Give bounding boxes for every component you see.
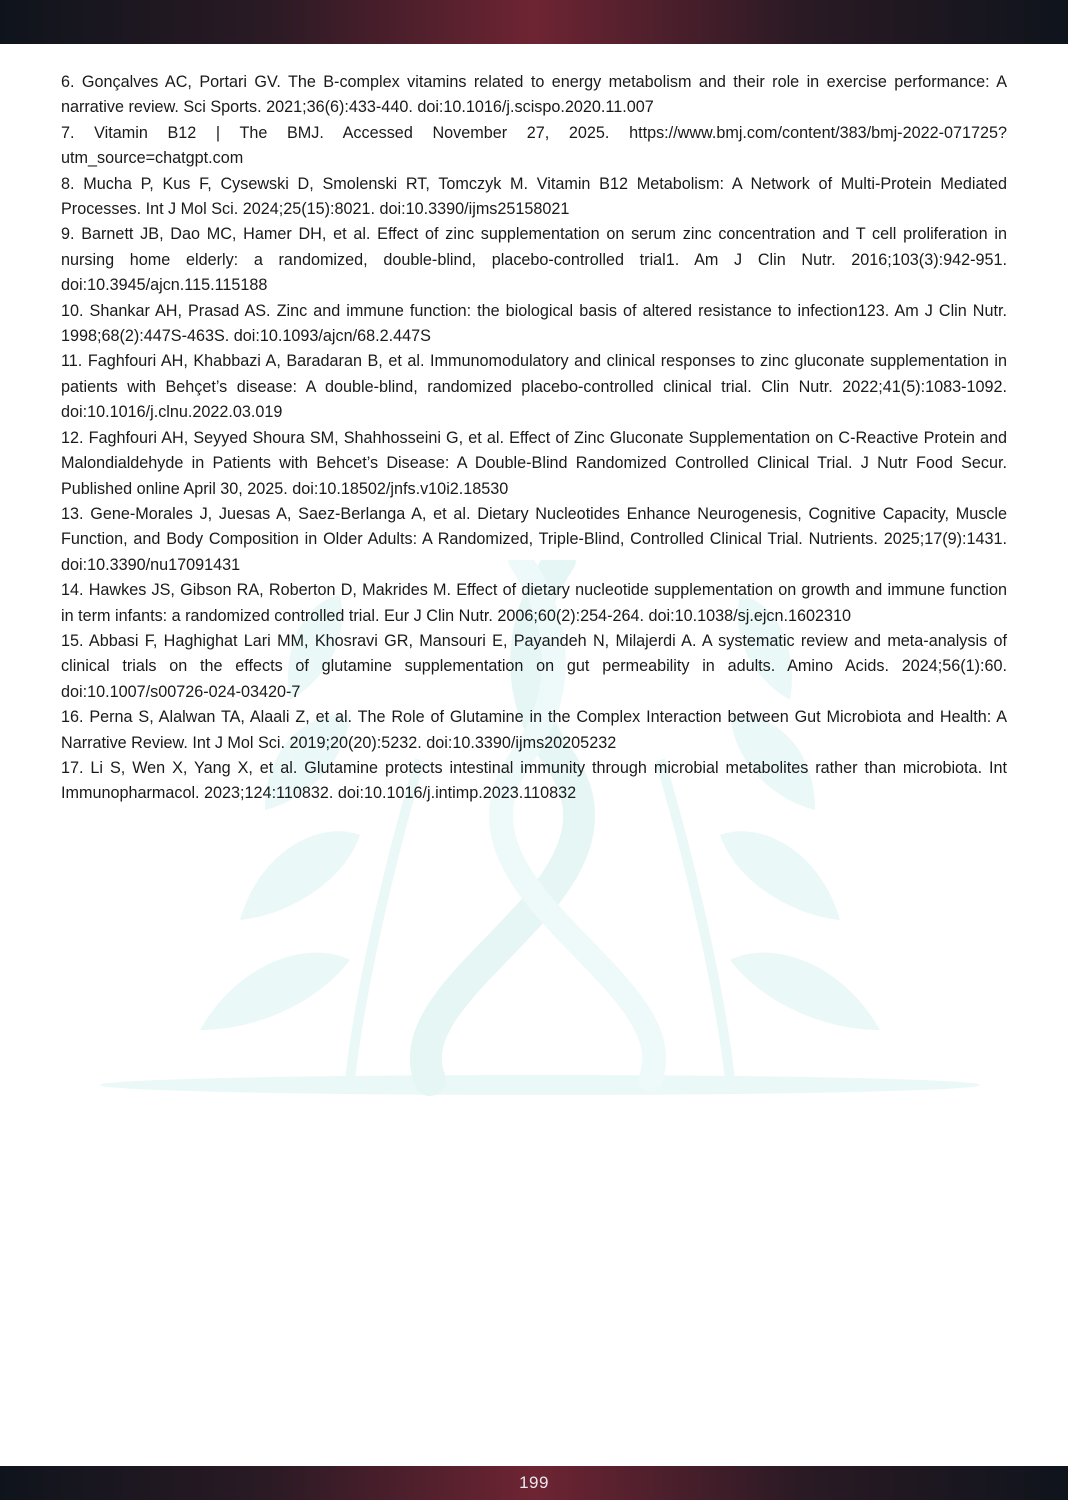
footer-band — [0, 1466, 1068, 1500]
reference-item: 8. Mucha P, Kus F, Cysewski D, Smolenski RT, Tomczyk M. Vitamin B12 Metabolism: A Network of Multi-Protein Mediated Processes. Int J Mol Sci. 2024;25(15):8021. doi:10.3390/ijms25158021 — [61, 174, 1007, 219]
reference-list — [61, 70, 1007, 807]
reference-item: 14. Hawkes JS, Gibson RA, Roberton D, Makrides M. Effect of dietary nucleotide supplementation on growth and immune function in term infants: a randomized controlled trial. Eur J Clin Nutr. 2006;60(2):254-264. doi:10.1038/sj.ejcn.1602310 — [61, 581, 1007, 625]
reference-item: 15. Abbasi F, Haghighat Lari MM, Khosravi GR, Mansouri E, Payandeh N, Milajerdi A. A systematic review and meta-analysis of clinical trials on the effects of glutamine supplementation on gut permeability in adults. Amino Acids. 2024;56(1):60. doi:10.1007/s00726-024-03420-7 — [61, 631, 1007, 701]
reference-item: 17. Li S, Wen X, Yang X, et al. Glutamine protects intestinal immunity through microbial metabolites rather than microbiota. Int Immunopharmacol. 2023;124:110832. doi:10.1016/j.intimp.2023.110832 — [61, 758, 1007, 803]
reference-item: 6. Gonçalves AC, Portari GV. The B-complex vitamins related to energy metabolism and their role in exercise performance: A narrative review. Sci Sports. 2021;36(6):433-440. doi:10.1016/j.scispo.2020.11.007 — [61, 73, 1007, 117]
reference-item: 9. Barnett JB, Dao MC, Hamer DH, et al. Effect of zinc supplementation on serum zinc concentration and T cell proliferation in nursing home elderly: a randomized, double-blind, placebo-controlled trial1. Am J Clin Nutr. 2016;103(3):942-951. doi:10.3945/ajcn.115.115188 — [61, 225, 1007, 295]
header-band — [0, 0, 1068, 44]
page-number: 199 — [519, 1473, 549, 1492]
reference-item: 13. Gene-Morales J, Juesas A, Saez-Berlanga A, et al. Dietary Nucleotides Enhance Neurogenesis, Cognitive Capacity, Muscle Function, and Body Composition in Older Adults: A Randomized, Triple-Blind, Controlled Clinical Trial. Nutrients. 2025;17(9):1431. doi:10.3390/nu17091431 — [61, 504, 1007, 574]
reference-item: 12. Faghfouri AH, Seyyed Shoura SM, Shahhosseini G, et al. Effect of Zinc Gluconate Supplementation on C-Reactive Protein and Malondialdehyde in Patients with Behcet’s Disease: A Double-Blind Randomized Controlled Clinical Trial. J Nutr Food Secur. Published online April 30, 2025. doi:10.18502/jnfs.v10i2.18530 — [61, 428, 1007, 498]
reference-item: 16. Perna S, Alalwan TA, Alaali Z, et al. The Role of Glutamine in the Complex Interaction between Gut Microbiota and Health: A Narrative Review. Int J Mol Sci. 2019;20(20):5232. doi:10.3390/ijms20205232 — [61, 708, 1007, 752]
reference-item: 7. Vitamin B12 | The BMJ. Accessed November 27, 2025. https://www.bmj.com/content/383/bmj-2022-071725?utm_source=chatgpt.com — [61, 123, 1007, 168]
reference-item: 10. Shankar AH, Prasad AS. Zinc and immune function: the biological basis of altered resistance to infection123. Am J Clin Nutr. 1998;68(2):447S-463S. doi:10.1093/ajcn/68.2.447S — [61, 301, 1007, 346]
reference-item: 11. Faghfouri AH, Khabbazi A, Baradaran B, et al. Immunomodulatory and clinical responses to zinc gluconate supplementation in patients with Behçet’s disease: A double-blind, randomized placebo-controlled clinical trial. Clin Nutr. 2022;41(5):1083-1092. doi:10.1016/j.clnu.2022.03.019 — [61, 352, 1007, 422]
